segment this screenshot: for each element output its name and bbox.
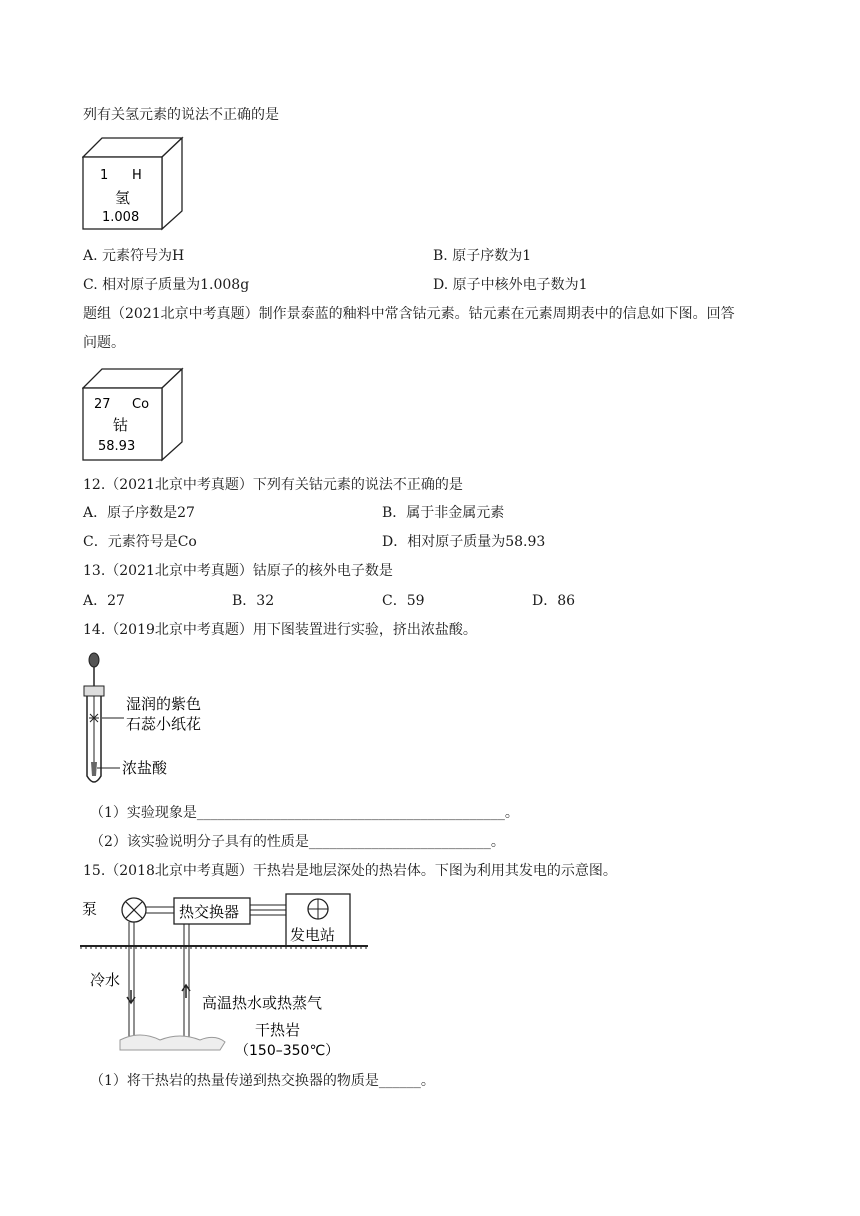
label-cold-water: 冷水 — [90, 971, 121, 989]
group-intro-line1: 题组（2021北京中考真题）制作景泰蓝的釉料中常含钴元素。钴元素在元素周期表中的信息如下图。回答 — [83, 306, 735, 322]
group-intro-line2: 问题。 — [83, 335, 125, 351]
tile-mass: 58.93 — [98, 439, 136, 454]
question-14-blank-1: （1）实验现象是____________________________________________。 — [90, 805, 519, 821]
cobalt-element-tile — [82, 366, 184, 462]
question-15-stem: 15.（2018北京中考真题）干热岩是地层深处的热岩体。下图为利用其发电的示意图。 — [83, 863, 617, 879]
tile-name: 氢 — [115, 189, 131, 207]
option-d: D．相对原子质量为58.93 — [382, 534, 546, 550]
tile-mass: 1.008 — [102, 210, 140, 225]
question-15-blank-1: （1）将干热岩的热量传递到热交换器的物质是______。 — [90, 1073, 435, 1089]
option-c: C．元素符号是Co — [83, 534, 197, 550]
label-hot-dry-rock: 干热岩 — [255, 1021, 301, 1039]
option-b: B．32 — [232, 593, 275, 609]
question-14-blank-2: （2）该实验说明分子具有的性质是__________________________。 — [90, 834, 505, 850]
tile-symbol: H — [132, 168, 142, 183]
question-14-stem: 14.（2019北京中考真题）用下图装置进行实验，挤出浓盐酸。 — [83, 622, 477, 638]
option-a: A. 元素符号为H — [83, 248, 185, 264]
tile-number: 1 — [100, 168, 109, 183]
label-conc-hcl: 浓盐酸 — [122, 759, 168, 777]
label-heat-exchanger: 热交换器 — [179, 903, 240, 921]
option-c: C. 相对原子质量为1.008g — [83, 277, 250, 293]
option-a: A．27 — [83, 593, 125, 609]
hot-dry-rock-power-figure — [80, 890, 370, 1062]
option-b: B. 原子序数为1 — [433, 248, 532, 264]
question-h-stem: 列有关氢元素的说法不正确的是 — [83, 107, 279, 123]
label-power-station: 发电站 — [290, 926, 336, 944]
label-wet-purple: 湿润的紫色 — [126, 695, 202, 713]
hydrogen-element-tile — [82, 135, 184, 231]
question-13-stem: 13.（2021北京中考真题）钴原子的核外电子数是 — [83, 563, 393, 579]
option-d: D. 原子中核外电子数为1 — [433, 277, 588, 293]
option-b: B．属于非金属元素 — [382, 505, 505, 521]
option-c: C．59 — [382, 593, 425, 609]
tile-symbol: Co — [132, 397, 150, 412]
tile-name: 钴 — [113, 416, 129, 434]
test-tube-apparatus-figure — [80, 650, 240, 792]
question-12-stem: 12.（2021北京中考真题）下列有关钴元素的说法不正确的是 — [83, 477, 463, 493]
label-temperature: （150–350℃） — [235, 1043, 340, 1059]
label-pump: 泵 — [82, 900, 98, 918]
label-hot-water-steam: 高温热水或热蒸气 — [202, 994, 323, 1012]
option-a: A．原子序数是27 — [83, 505, 195, 521]
tile-number: 27 — [94, 397, 111, 412]
option-d: D．86 — [532, 593, 576, 609]
label-litmus-flower: 石蕊小纸花 — [126, 715, 202, 733]
